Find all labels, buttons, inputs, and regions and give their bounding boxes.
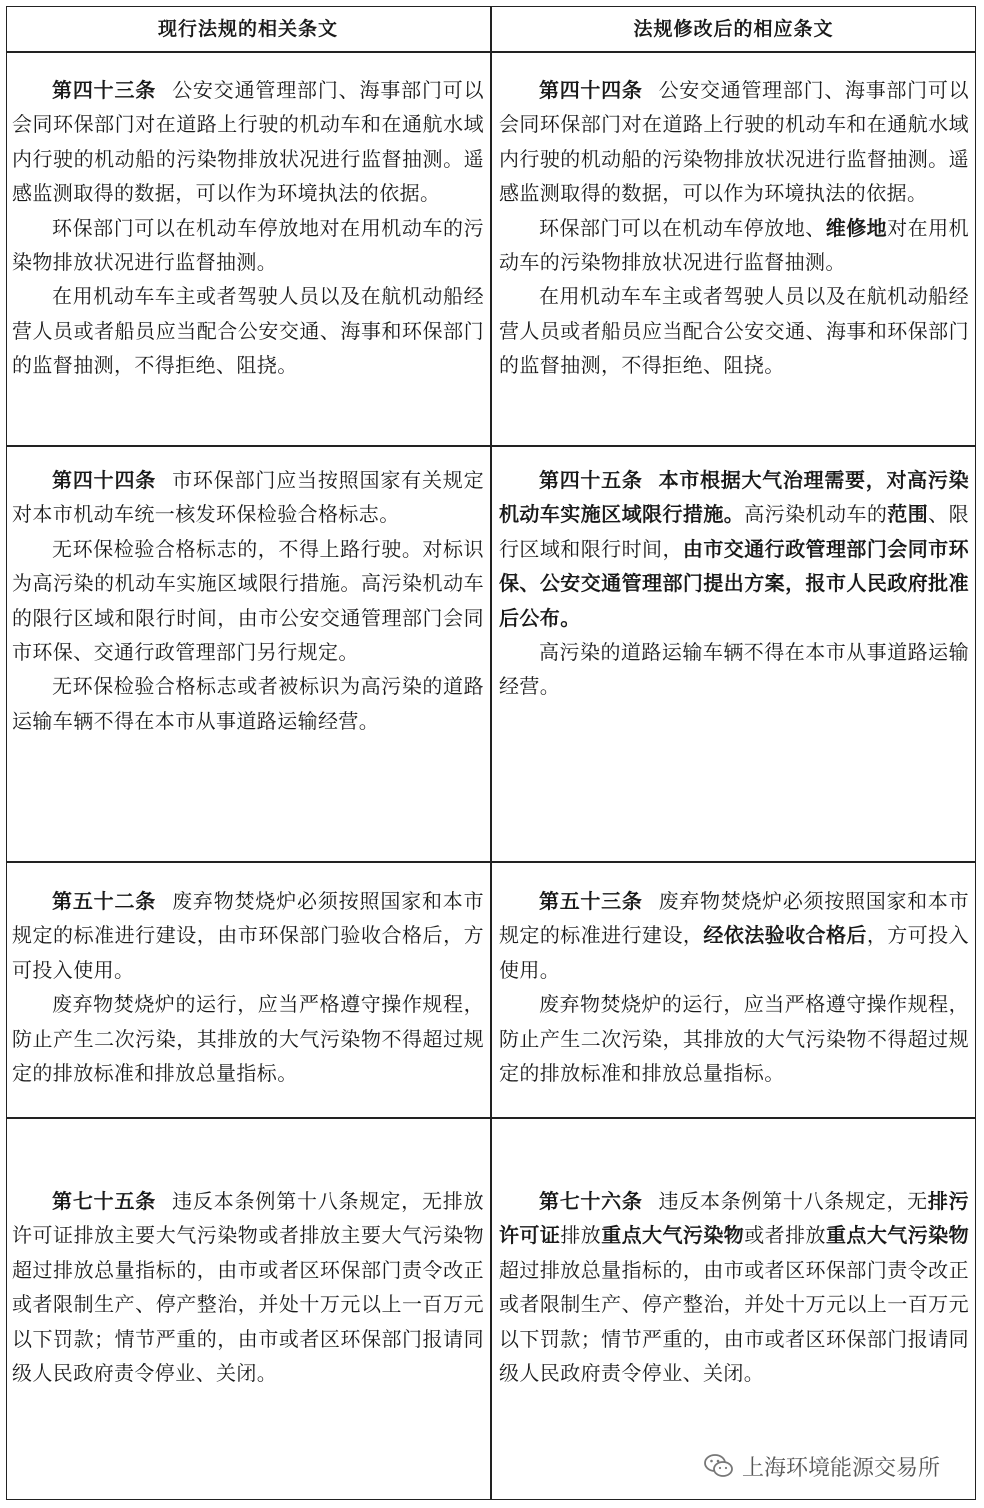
- row1-right-cell: [499, 73, 969, 383]
- paragraph: 环保部门可以在机动车停放地、维修地对在用机动车的污染物排放状况进行监督抽测。: [499, 215, 969, 275]
- row-divider: [6, 861, 976, 863]
- header-current-regulation: 现行法规的相关条文: [157, 18, 338, 40]
- row3-left-cell: [12, 884, 484, 1090]
- amended-text: 维修地: [825, 215, 888, 240]
- wechat-icon: [704, 1453, 734, 1479]
- amended-text: 由市交通行政管理部门会同市环保、公安交通管理部门提出方案，报市人民政府批准后公布。: [499, 536, 969, 630]
- column-divider: [490, 6, 492, 1500]
- article-number: 第四十三条: [52, 78, 157, 102]
- watermark-text: 上海环境能源交易所: [742, 1455, 941, 1481]
- paragraph: 第七十六条 违反本条例第十八条规定，无排污许可证排放重点大气污染物或者排放重点大气污染物超过排放总量指标的，由市或者区环保部门责令改正或者限制生产、停产整治，并处十万元以上一百万元以下罚款；情节严重的，由市或者区环保部门报请同级人民政府责令停业、关闭。: [499, 1189, 969, 1386]
- article-number: 第四十四条: [539, 78, 643, 102]
- paragraph: 第四十四条 市环保部门应当按照国家有关规定对本市机动车统一核发环保检验合格标志。: [12, 468, 485, 527]
- amended-text: 排污许可证: [499, 1189, 969, 1248]
- paragraph: 在用机动车车主或者驾驶人员以及在航机动船经营人员或者船员应当配合公安交通、海事和环保部门的监督抽测，不得拒绝、阻挠。: [499, 284, 969, 378]
- paragraph: 无环保检验合格标志或者被标识为高污染的道路运输车辆不得在本市从事道路运输经营。: [12, 674, 484, 733]
- paragraph: 第五十三条 废弃物焚烧炉必须按照国家和本市规定的标准进行建设，经依法验收合格后，方可投入使用。: [499, 889, 970, 982]
- amended-text: 本市根据大气治理需要，对高污染机动车实施区域限行措施。: [499, 468, 970, 527]
- amended-text: 重点大气污染物: [601, 1223, 745, 1248]
- article-number: 第七十五条: [52, 1189, 157, 1213]
- row-divider: [6, 1117, 976, 1119]
- paragraph: 无环保检验合格标志的，不得上路行驶。对标识为高污染的机动车实施区域限行措施。高污染机动车的限行区域和限行时间，由市公安交通管理部门会同市环保、交通行政管理部门另行规定。: [12, 536, 484, 665]
- article-number: 第四十四条: [52, 468, 157, 492]
- row2-right-cell: [499, 463, 969, 704]
- paragraph: 废弃物焚烧炉的运行，应当严格遵守操作规程，防止产生二次污染，其排放的大气污染物不得超过规定的排放标准和排放总量指标。: [12, 992, 484, 1086]
- amended-text: 经依法验收合格后: [703, 923, 867, 948]
- article-number: 第四十五条: [539, 468, 643, 492]
- row2-left-cell: [12, 463, 484, 738]
- paragraph: 废弃物焚烧炉的运行，应当严格遵守操作规程，防止产生二次污染，其排放的大气污染物不得超过规定的排放标准和排放总量指标。: [499, 992, 969, 1086]
- row4-right-cell: [499, 1184, 969, 1390]
- paragraph: 在用机动车车主或者驾驶人员以及在航机动船经营人员或者船员应当配合公安交通、海事和环保部门的监督抽测，不得拒绝、阻挠。: [12, 284, 484, 378]
- row3-right-cell: [499, 884, 969, 1090]
- paragraph: 第五十二条 废弃物焚烧炉必须按照国家和本市规定的标准进行建设，由市环保部门验收合格后，方可投入使用。: [12, 889, 485, 982]
- article-number: 第七十六条: [539, 1189, 643, 1213]
- row-divider: [6, 445, 976, 447]
- watermark: [704, 1448, 940, 1484]
- paragraph: 高污染的道路运输车辆不得在本市从事道路运输经营。: [499, 640, 969, 699]
- article-number: 第五十三条: [539, 889, 643, 913]
- paragraph: 第四十三条 公安交通管理部门、海事部门可以会同环保部门对在道路上行驶的机动车和在通航水域内行驶的机动船的污染物排放状况进行监督抽测。遥感监测取得的数据，可以作为环境执法的依据。: [12, 78, 485, 206]
- paragraph: 第七十五条 违反本条例第十八条规定，无排放许可证排放主要大气污染物或者排放主要大气污染物超过排放总量指标的，由市或者区环保部门责令改正或者限制生产、停产整治，并处十万元以上一百万元以下罚款；情节严重的，由市或者区环保部门报请同级人民政府责令停业、关闭。: [12, 1189, 485, 1386]
- row1-left-cell: [12, 73, 484, 383]
- amended-text: 范围: [887, 502, 929, 527]
- article-number: 第五十二条: [52, 889, 157, 913]
- paragraph: 环保部门可以在机动车停放地对在用机动车的污染物排放状况进行监督抽测。: [12, 215, 484, 275]
- amended-text: 重点大气污染物: [825, 1223, 969, 1248]
- header-revised-regulation: 法规修改后的相应条文: [633, 18, 834, 40]
- paragraph: 第四十五条 本市根据大气治理需要，对高污染机动车实施区域限行措施。高污染机动车的范围、限行区域和限行时间，由市交通行政管理部门会同市环保、公安交通管理部门提出方案，报市人民政府批准后公布。: [499, 468, 970, 630]
- row4-left-cell: [12, 1184, 484, 1390]
- paragraph: 第四十四条 公安交通管理部门、海事部门可以会同环保部门对在道路上行驶的机动车和在通航水域内行驶的机动船的污染物排放状况进行监督抽测。遥感监测取得的数据，可以作为环境执法的依据。: [499, 78, 970, 206]
